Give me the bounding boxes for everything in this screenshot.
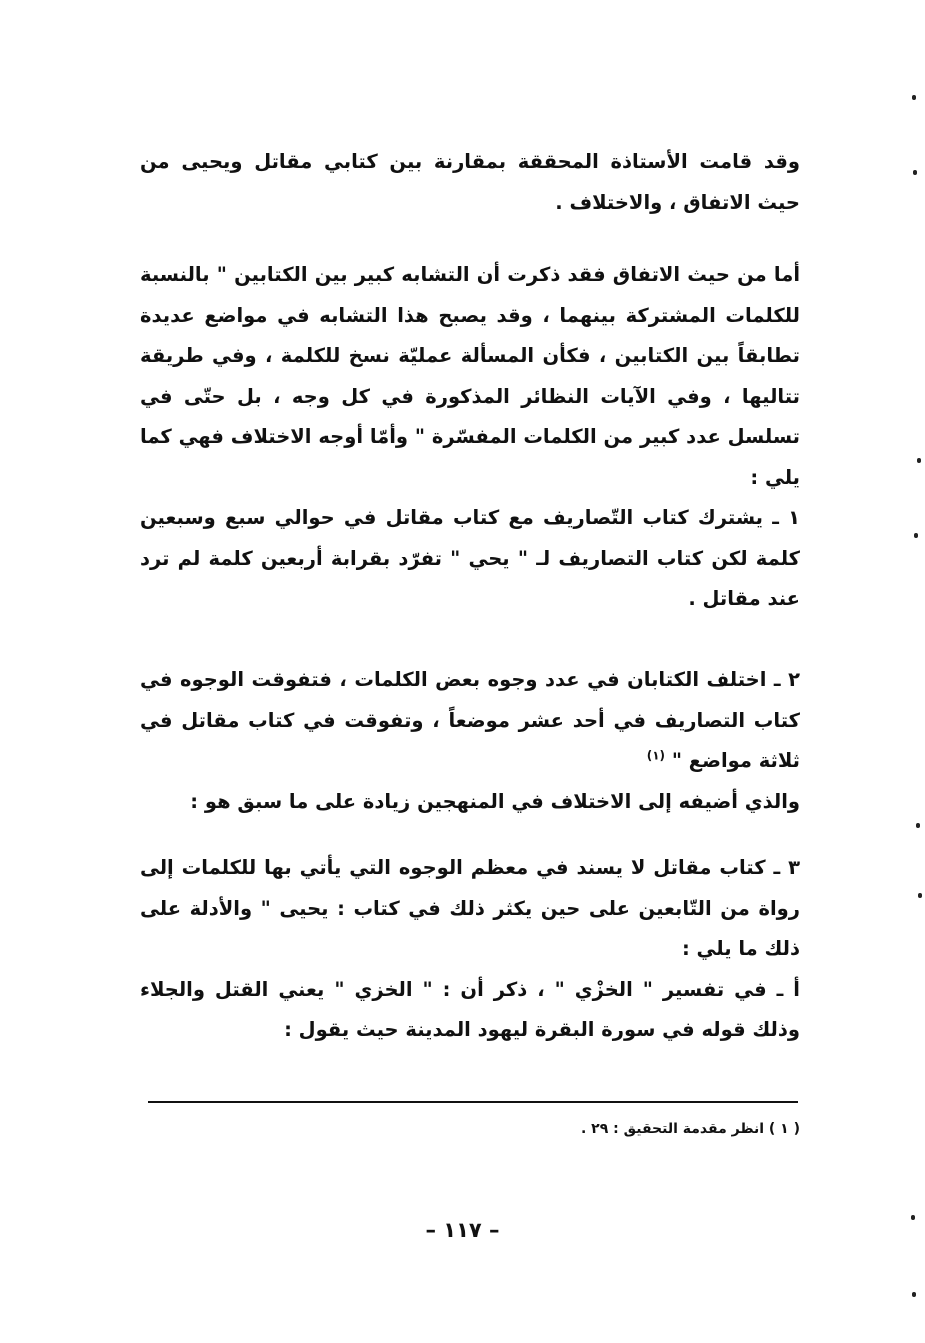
paragraph-isnad — [140, 848, 800, 1051]
paragraph-4a-text: ٣ ـ كتاب مقاتل لا يسند في معظم الوجوه التي يأتي بها للكلمات إلى رواة من التّابعين على حين يكثر ذلك في كتاب : يحيى " والأدلة على ذلك ما يلي : — [140, 856, 800, 960]
footnote: ( ١ ) انظر مقدمة التحقيق : ٢٩ . — [580, 1121, 800, 1137]
paragraph-difference-count — [140, 660, 800, 822]
scan-speck — [916, 823, 920, 828]
footnote-separator — [148, 1101, 798, 1103]
scan-speck — [912, 1292, 916, 1297]
paragraph-3a-text: ٢ ـ اختلف الكتابان في عدد وجوه بعض الكلمات ، فتفوقت الوجوه في كتاب التصاريف في أحد عشر موضعاً ، وتفوقت في كتاب مقاتل في ثلاثة مواضع " — [140, 668, 800, 772]
paragraph-3b-text: والذي أضيفه إلى الاختلاف في المنهجين زيادة على ما سبق هو : — [190, 789, 800, 813]
paragraph-agreement — [140, 255, 800, 620]
paragraph-1-text: وقد قامت الأستاذة المحققة بمقارنة بين كتابي مقاتل ويحيى من حيث الاتفاق ، والاختلاف . — [140, 150, 800, 214]
paragraph-3a-line — [140, 660, 800, 782]
scan-speck — [911, 1215, 915, 1220]
scan-speck — [914, 533, 918, 538]
paragraph-2b-text: ١ ـ يشترك كتاب التّصاريف مع كتاب مقاتل في حوالي سبع وسبعين كلمة لكن كتاب التصاريف لـ " يحي " تفرّد بقرابة أربعين كلمة لم ترد عند مقاتل . — [140, 506, 800, 610]
paragraph-2a-text: أما من حيث الاتفاق فقد ذكرت أن التشابه كبير بين الكتابين " بالنسبة للكلمات المشتركة بينهما ، وقد يصبح هذا التشابه في مواضع عديدة تطابقاً بين الكتابين ، فكأن المسألة عمليّة نسخ للكلمة ، وفي طريقة تتاليها ، وفي الآيات النظائر المذكورة في كل وجه ، بل حتّى في تسلسل عدد كبير من الكلمات المفسّرة " وأمّا أوجه الاختلاف فهي كما يلي : — [140, 263, 800, 489]
paragraph-4b-text: أ ـ في تفسير " الخزْي " ، ذكر أن : " الخزي " يعني القتل والجلاء وذلك قوله في سورة البقرة ليهود المدينة حيث يقول : — [140, 977, 800, 1041]
scan-speck — [918, 893, 922, 898]
scan-speck — [917, 458, 921, 463]
page-number: – ١١٧ – — [425, 1218, 500, 1242]
scan-speck — [913, 170, 917, 175]
footnote-marker: (١) — [646, 748, 666, 763]
paragraph-comparison-intro — [140, 142, 800, 223]
scan-speck — [912, 95, 916, 100]
